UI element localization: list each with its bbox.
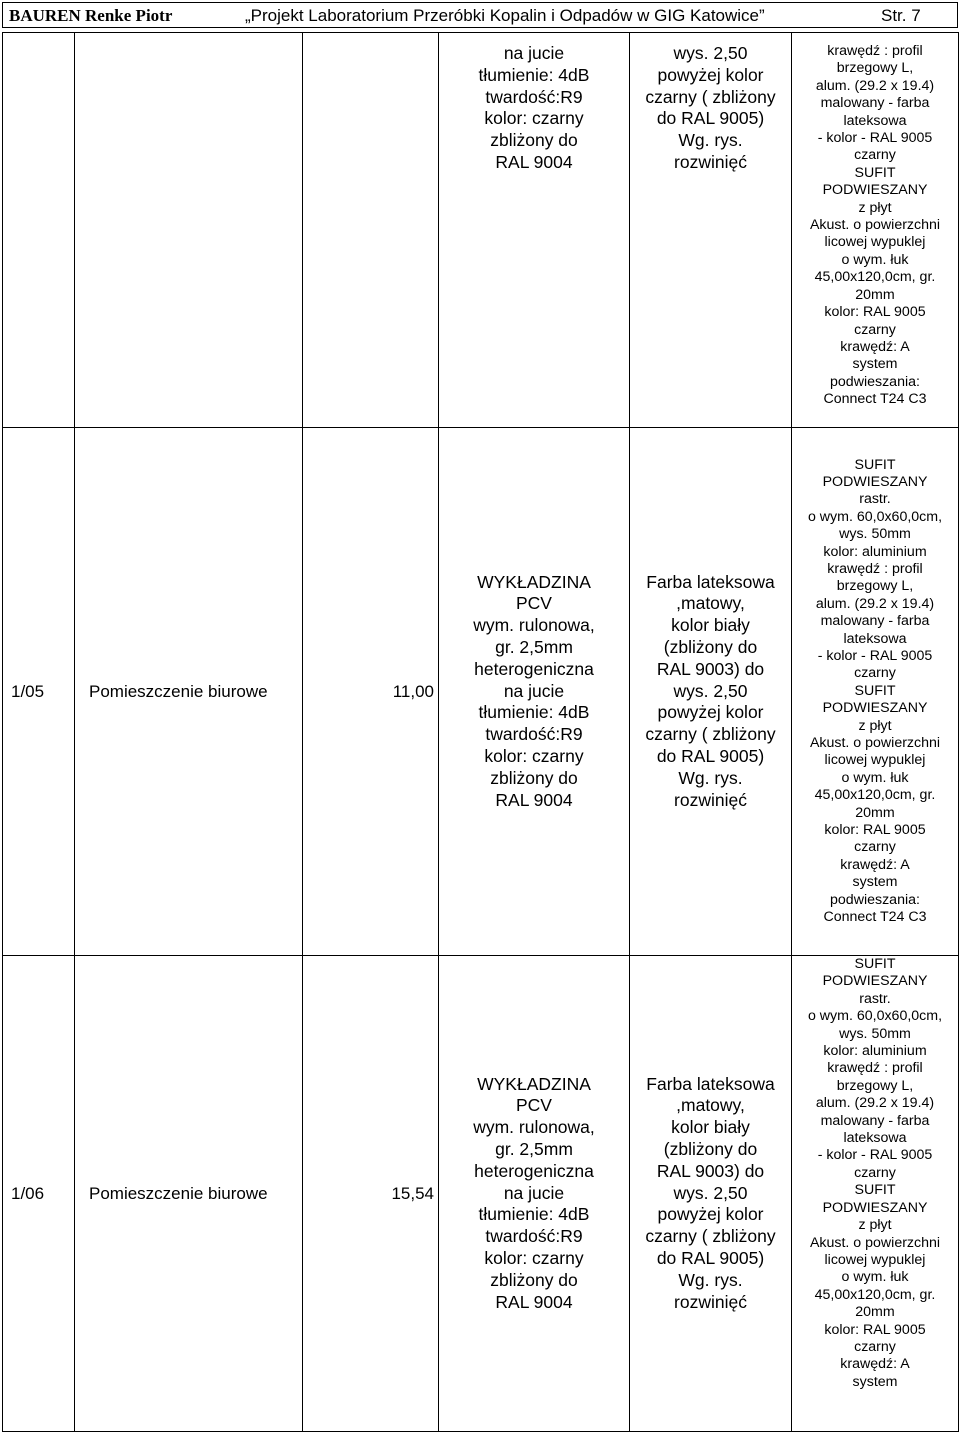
ceiling-finish [792,428,959,956]
cell-text-line: malowany - farba [820,95,930,112]
cell-text-line: twardość:R9 [485,1226,583,1247]
cell-text-line: kolor: czarny [484,745,584,766]
table-row [3,33,959,428]
cell-text-line: powyżej kolor [657,64,764,85]
wall-finish [630,428,792,956]
cell-text-line: wym. rulonowa, [473,1117,595,1138]
room-area: 15,54 [303,956,439,1432]
cell-text-line: krawędź: A [840,338,910,355]
cell-text-line: - kolor - RAL 9005 [817,1147,933,1164]
cell-text-line: twardość:R9 [485,724,583,745]
cell-text-line: tłumienie: 4dB [478,64,590,85]
cell-text-line: heterogeniczna [474,1160,594,1181]
cell-text-line: krawędź: A [840,856,910,873]
room-number [3,33,75,428]
cell-text-line: system [852,874,898,891]
room-name: Pomieszczenie biurowe [75,956,303,1432]
cell-text-line: SUFIT [854,682,896,699]
cell-text-line: rozwinięć [674,1291,747,1312]
cell-text-line: tłumienie: 4dB [478,702,590,723]
cell-text-line: o wym. 60,0x60,0cm, [807,1008,943,1025]
cell-text-line: alum. (29.2 x 19.4) [815,77,935,94]
cell-text-line: PCV [516,1095,552,1116]
cell-text-line: Akust. o powierzchni [809,1234,941,1251]
cell-text-line: kolor: RAL 9005 [824,1321,926,1338]
cell-text-line: SUFIT [854,456,896,473]
cell-text-line: PODWIESZANY [822,182,928,199]
cell-text-line: o wym. łuk [841,251,909,268]
cell-text-line: o wym. łuk [841,1269,909,1286]
cell-text-line: alum. (29.2 x 19.4) [815,1095,935,1112]
cell-text-line: brzegowy L, [836,1077,914,1094]
cell-text-line: wys. 2,50 [673,43,748,63]
cell-text-line: z płyt [858,199,892,216]
room-area: 11,00 [303,428,439,956]
cell-text-line: SUFIT [854,164,896,181]
cell-text-line: kolor: aluminium [823,543,927,560]
cell-text-line: system [852,356,898,373]
cell-text-line: lateksowa [843,630,907,647]
floor-finish [439,33,630,428]
cell-text-line: licowej wypuklej [824,1251,926,1268]
cell-text-line: lateksowa [843,1130,907,1147]
cell-text-line: z płyt [858,717,892,734]
cell-text-line: brzegowy L, [836,578,914,595]
cell-text-line: WYKŁADZINA [477,571,591,592]
cell-text-line: z płyt [858,1217,892,1234]
cell-text-line: gr. 2,5mm [495,1139,573,1159]
room-number: 1/05 [3,428,75,956]
page-number: Str. 7 [881,6,921,25]
cell-text-line: na jucie [503,43,565,63]
cell-text-line: czarny [854,1338,896,1355]
cell-text-line: lateksowa [843,112,907,129]
room-area [303,33,439,428]
cell-text-line: rastr. [859,491,891,508]
cell-text-line: kolor: RAL 9005 [824,822,926,839]
cell-text-line: o wym. 60,0x60,0cm, [807,508,943,525]
ceiling-finish [792,33,959,428]
cell-text-line: RAL 9004 [495,151,573,172]
cell-text-line: malowany - farba [820,1112,930,1129]
cell-text-line: krawędź : profil [827,43,923,59]
cell-text-line: - kolor - RAL 9005 [817,647,933,664]
cell-text-line: WYKŁADZINA [477,1073,591,1094]
document-header [2,2,958,28]
cell-text-line: ,matowy, [676,1095,745,1116]
cell-text-line: wys. 50mm [839,526,911,543]
cell-text-line: Farba lateksowa [646,1073,775,1094]
cell-text-line: krawędź : profil [827,1060,923,1077]
cell-text-line: licowej wypuklej [824,752,926,769]
cell-text-line: rozwinięć [674,789,747,810]
finishes-table [2,32,959,1432]
cell-text-line: licowej wypuklej [824,234,926,251]
cell-text-line: wym. rulonowa, [473,615,595,636]
cell-text-line: alum. (29.2 x 19.4) [815,595,935,612]
cell-text-line: 45,00x120,0cm, gr. [814,269,936,286]
cell-text-line: (zbliżony do [663,1139,758,1159]
cell-text-line: kolor: RAL 9005 [824,304,926,321]
cell-text-line: (zbliżony do [663,637,758,657]
cell-text-line: kolor biały [671,615,750,636]
cell-text-line: Wg. rys. [678,130,743,151]
cell-text-line: czarny ( zbliżony [645,86,776,107]
wall-finish [630,33,792,428]
cell-text-line: czarny [854,1164,896,1181]
cell-text-line: 20mm [855,1304,895,1321]
cell-text-line: czarny [854,839,896,856]
cell-text-line: czarny ( zbliżony [645,1226,776,1247]
cell-text-line: system [852,1373,898,1390]
ceiling-finish [792,956,959,1432]
cell-text-line: krawędź: A [840,1356,910,1373]
cell-text-line: zbliżony do [490,130,578,151]
table-row [3,428,959,956]
room-number: 1/06 [3,956,75,1432]
cell-text-line: - kolor - RAL 9005 [817,130,933,147]
cell-text-line: brzegowy L, [836,60,914,77]
cell-text-line: kolor: czarny [484,108,584,129]
cell-text-line: SUFIT [854,956,896,972]
cell-text-line: Akust. o powierzchni [809,217,941,234]
cell-text-line: gr. 2,5mm [495,637,573,657]
cell-text-line: tłumienie: 4dB [478,1204,590,1225]
table-row [3,956,959,1432]
cell-text-line: do RAL 9005) [656,108,765,129]
cell-text-line: podwieszania: [830,891,920,908]
cell-text-line: krawędź : profil [827,560,923,577]
cell-text-line: PODWIESZANY [822,1199,928,1216]
cell-text-line: rastr. [859,990,891,1007]
cell-text-line: o wym. łuk [841,769,909,786]
room-name: Pomieszczenie biurowe [75,428,303,956]
cell-text-line: czarny [854,321,896,338]
cell-text-line: RAL 9003) do [656,1160,765,1181]
cell-text-line: 45,00x120,0cm, gr. [814,1286,936,1303]
cell-text-line: kolor biały [671,1117,750,1138]
cell-text-line: 45,00x120,0cm, gr. [814,787,936,804]
cell-text-line: do RAL 9005) [656,745,765,766]
cell-text-line: zbliżony do [490,767,578,788]
project-title: „Projekt Laboratorium Przeróbki Kopalin i Odpadów w GIG Katowice” [245,6,765,25]
wall-finish [630,956,792,1432]
cell-text-line: PCV [516,593,552,614]
cell-text-line: Farba lateksowa [646,571,775,592]
cell-text-line: powyżej kolor [657,1204,764,1225]
cell-text-line: Connect T24 C3 [823,909,927,926]
cell-text-line: czarny [854,665,896,682]
author-name: BAUREN Renke Piotr [9,6,173,25]
cell-text-line: na jucie [503,680,565,701]
cell-text-line: RAL 9003) do [656,658,765,679]
cell-text-line: malowany - farba [820,613,930,630]
cell-text-line: czarny ( zbliżony [645,724,776,745]
cell-text-line: kolor: aluminium [823,1043,927,1060]
cell-text-line: podwieszania: [830,373,920,390]
cell-text-line: SUFIT [854,1182,896,1199]
floor-finish [439,428,630,956]
cell-text-line: ,matowy, [676,593,745,614]
cell-text-line: wys. 50mm [839,1025,911,1042]
cell-text-line: zbliżony do [490,1269,578,1290]
cell-text-line: PODWIESZANY [822,973,928,990]
cell-text-line: 20mm [855,804,895,821]
cell-text-line: rozwinięć [674,151,747,172]
cell-text-line: twardość:R9 [485,86,583,107]
cell-text-line: RAL 9004 [495,789,573,810]
cell-text-line: na jucie [503,1182,565,1203]
cell-text-line: Wg. rys. [678,1269,743,1290]
cell-text-line: RAL 9004 [495,1291,573,1312]
cell-text-line: PODWIESZANY [822,473,928,490]
cell-text-line: powyżej kolor [657,702,764,723]
cell-text-line: Akust. o powierzchni [809,735,941,752]
cell-text-line: kolor: czarny [484,1247,584,1268]
cell-text-line: Connect T24 C3 [823,391,927,408]
cell-text-line: do RAL 9005) [656,1247,765,1268]
cell-text-line: 20mm [855,286,895,303]
cell-text-line: PODWIESZANY [822,700,928,717]
cell-text-line: czarny [854,147,896,164]
cell-text-line: wys. 2,50 [673,1182,748,1203]
cell-text-line: Wg. rys. [678,767,743,788]
room-name [75,33,303,428]
cell-text-line: wys. 2,50 [673,680,748,701]
floor-finish [439,956,630,1432]
cell-text-line: heterogeniczna [474,658,594,679]
